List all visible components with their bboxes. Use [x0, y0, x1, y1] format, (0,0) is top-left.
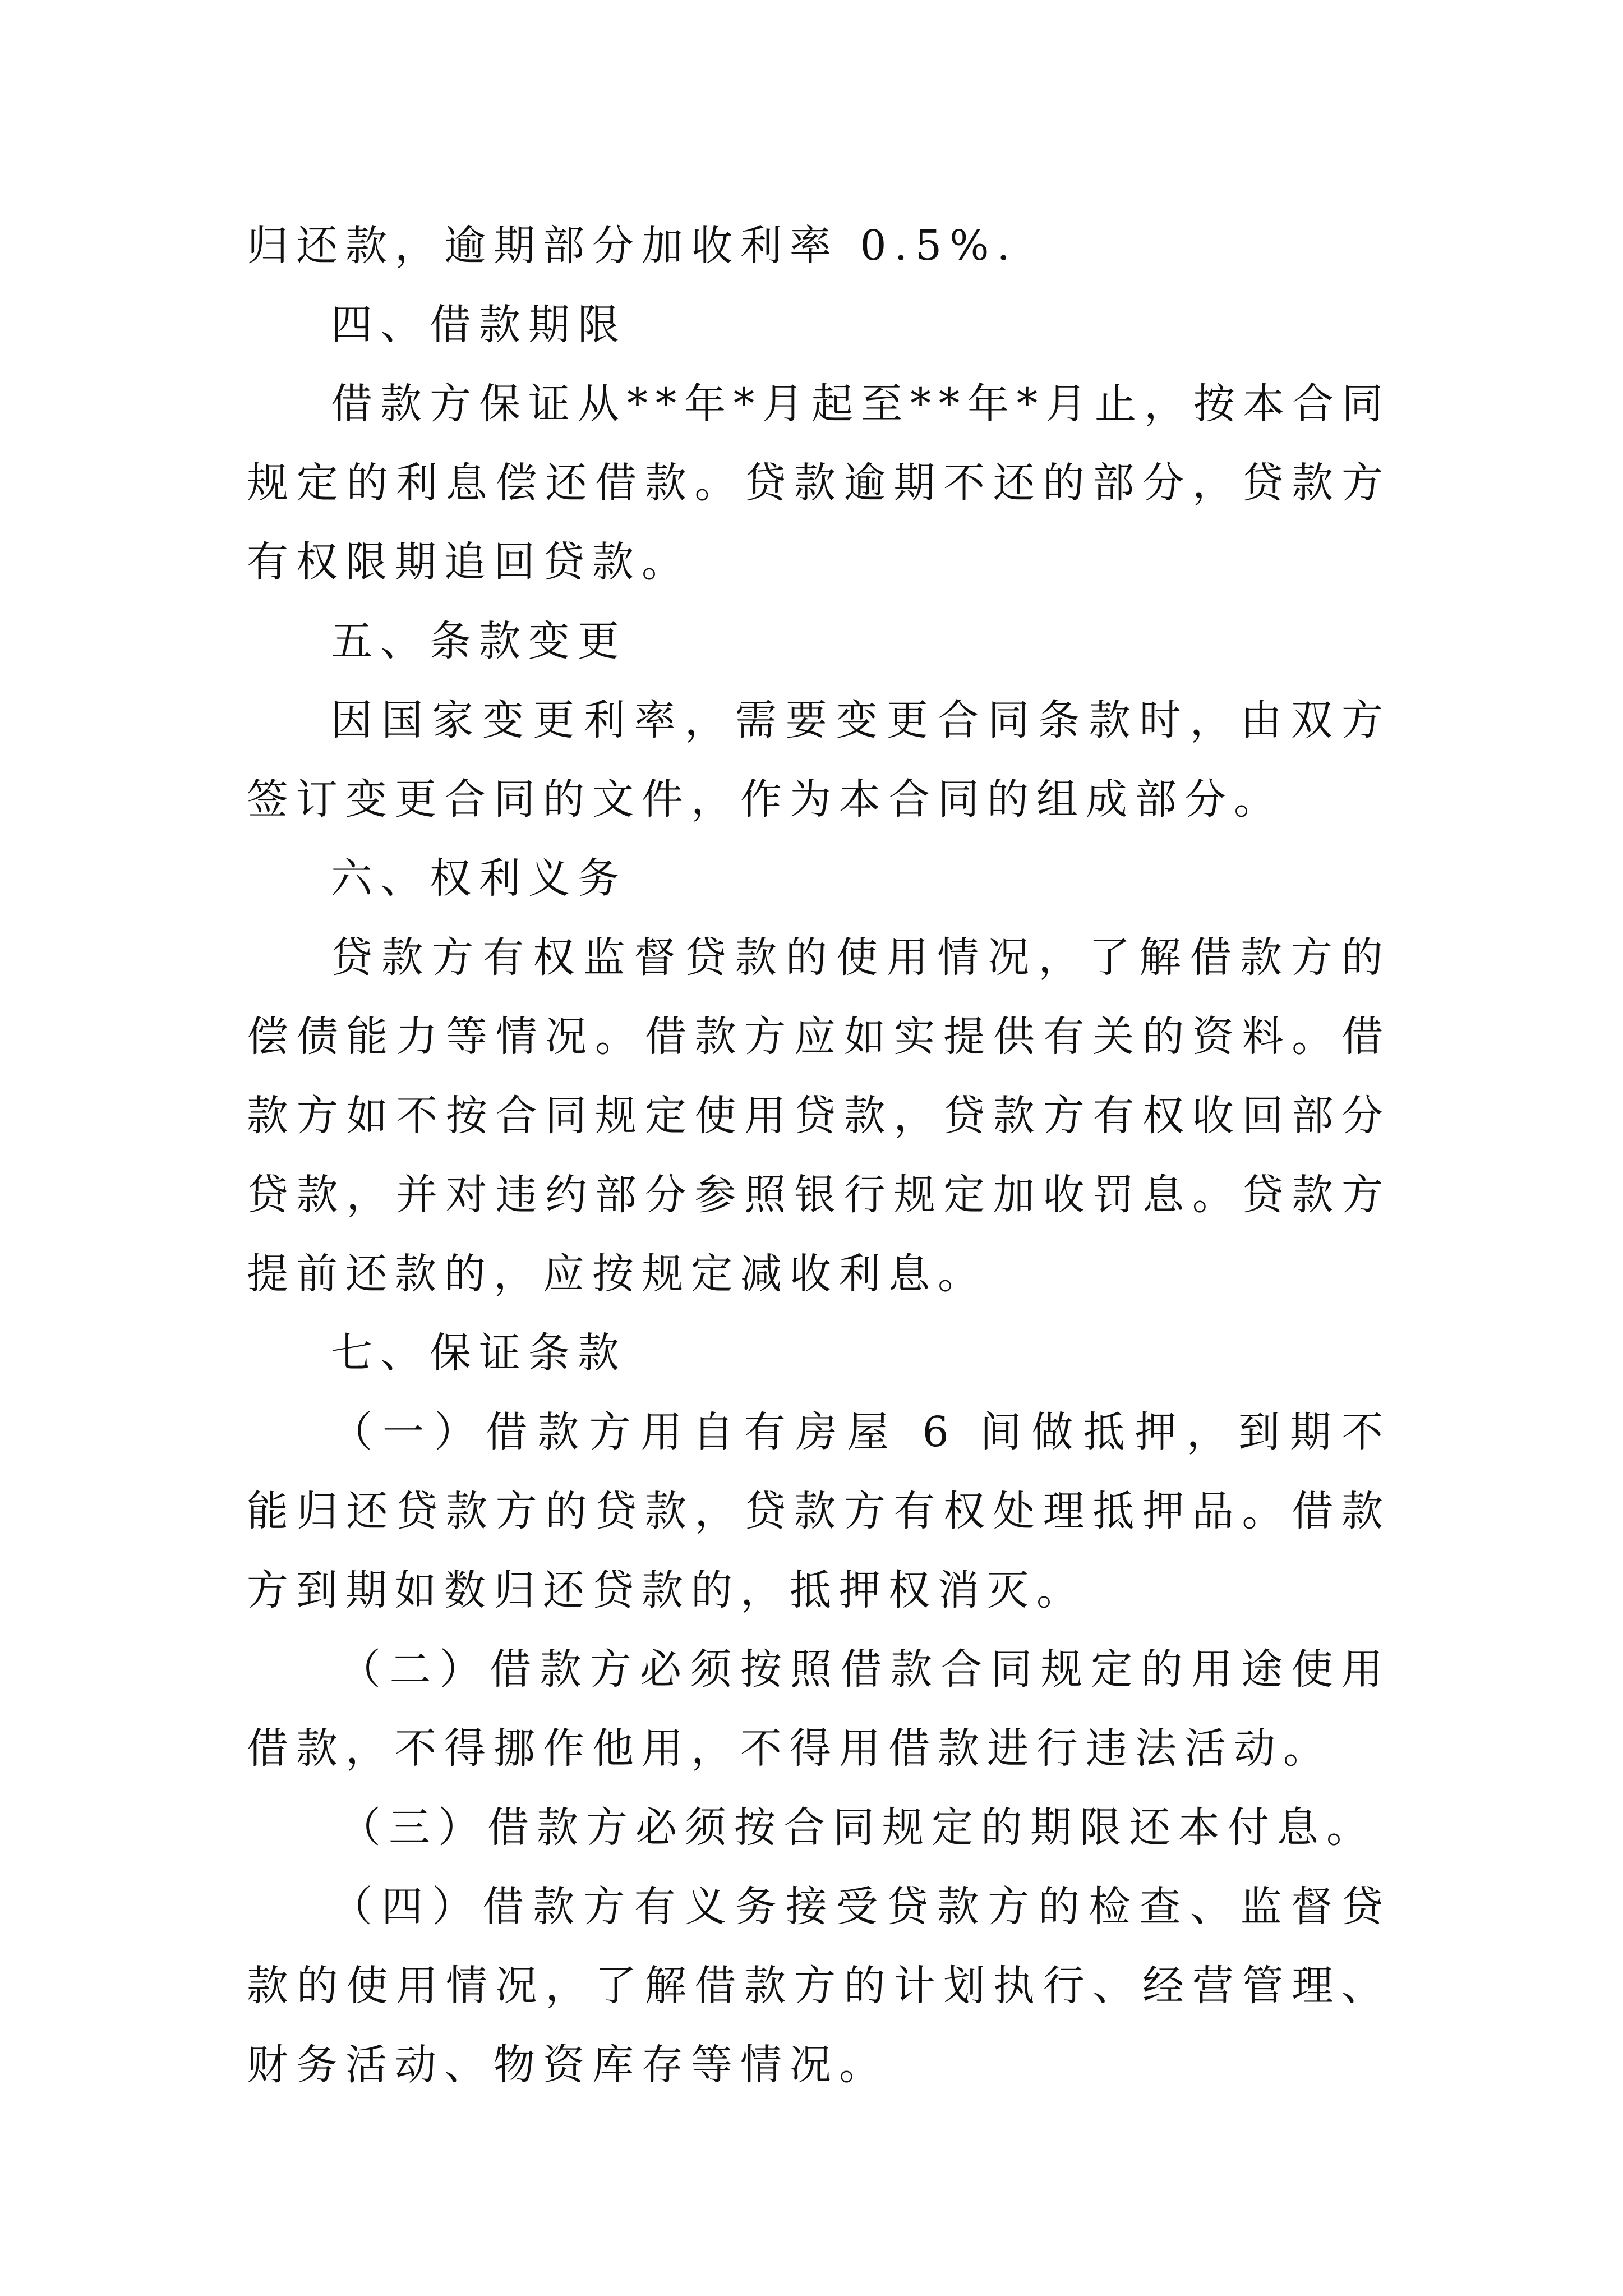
paragraph-loan-term: 借款方保证从**年*月起至**年*月止，按本合同规定的利息偿还借款。贷款逾期不还的部分，贷款方有权限期追回贷款。 — [247, 380, 1391, 586]
paragraph-continuation: 归还款，逾期部分加收利率 0.5%. — [247, 222, 1018, 270]
document-body — [247, 206, 1391, 2105]
section-heading-guarantee: 七、保证条款 — [331, 1329, 627, 1377]
paragraph-guarantee-4: （四）借款方有义务接受贷款方的检查、监督贷款的使用情况，了解借款方的计划执行、经营管理、财务活动、物资库存等情况。 — [247, 1883, 1391, 2089]
paragraph-guarantee-2: （二）借款方必须按照借款合同规定的用途使用借款，不得挪作他用，不得用借款进行违法活动。 — [247, 1645, 1391, 1773]
paragraph-guarantee-1: （一）借款方用自有房屋 6 间做抵押，到期不能归还贷款方的贷款，贷款方有权处理抵押品。借款方到期如数归还贷款的，抵押权消灭。 — [247, 1408, 1391, 1614]
paragraph-clause-change: 因国家变更利率，需要变更合同条款时，由双方签订变更合同的文件，作为本合同的组成部分。 — [247, 696, 1391, 823]
paragraph-rights-obligations: 贷款方有权监督贷款的使用情况，了解借款方的偿债能力等情况。借款方应如实提供有关的资料。借款方如不按合同规定使用贷款，贷款方有权收回部分贷款，并对违约部分参照银行规定加收罚息。贷款方提前还款的，应按规定减收利息。 — [247, 933, 1391, 1298]
paragraph-guarantee-3: （三）借款方必须按合同规定的期限还本付息。 — [339, 1803, 1376, 1852]
section-heading-loan-term: 四、借款期限 — [331, 301, 627, 349]
section-heading-rights-obligations: 六、权利义务 — [331, 854, 627, 903]
section-heading-clause-change: 五、条款变更 — [331, 617, 627, 665]
